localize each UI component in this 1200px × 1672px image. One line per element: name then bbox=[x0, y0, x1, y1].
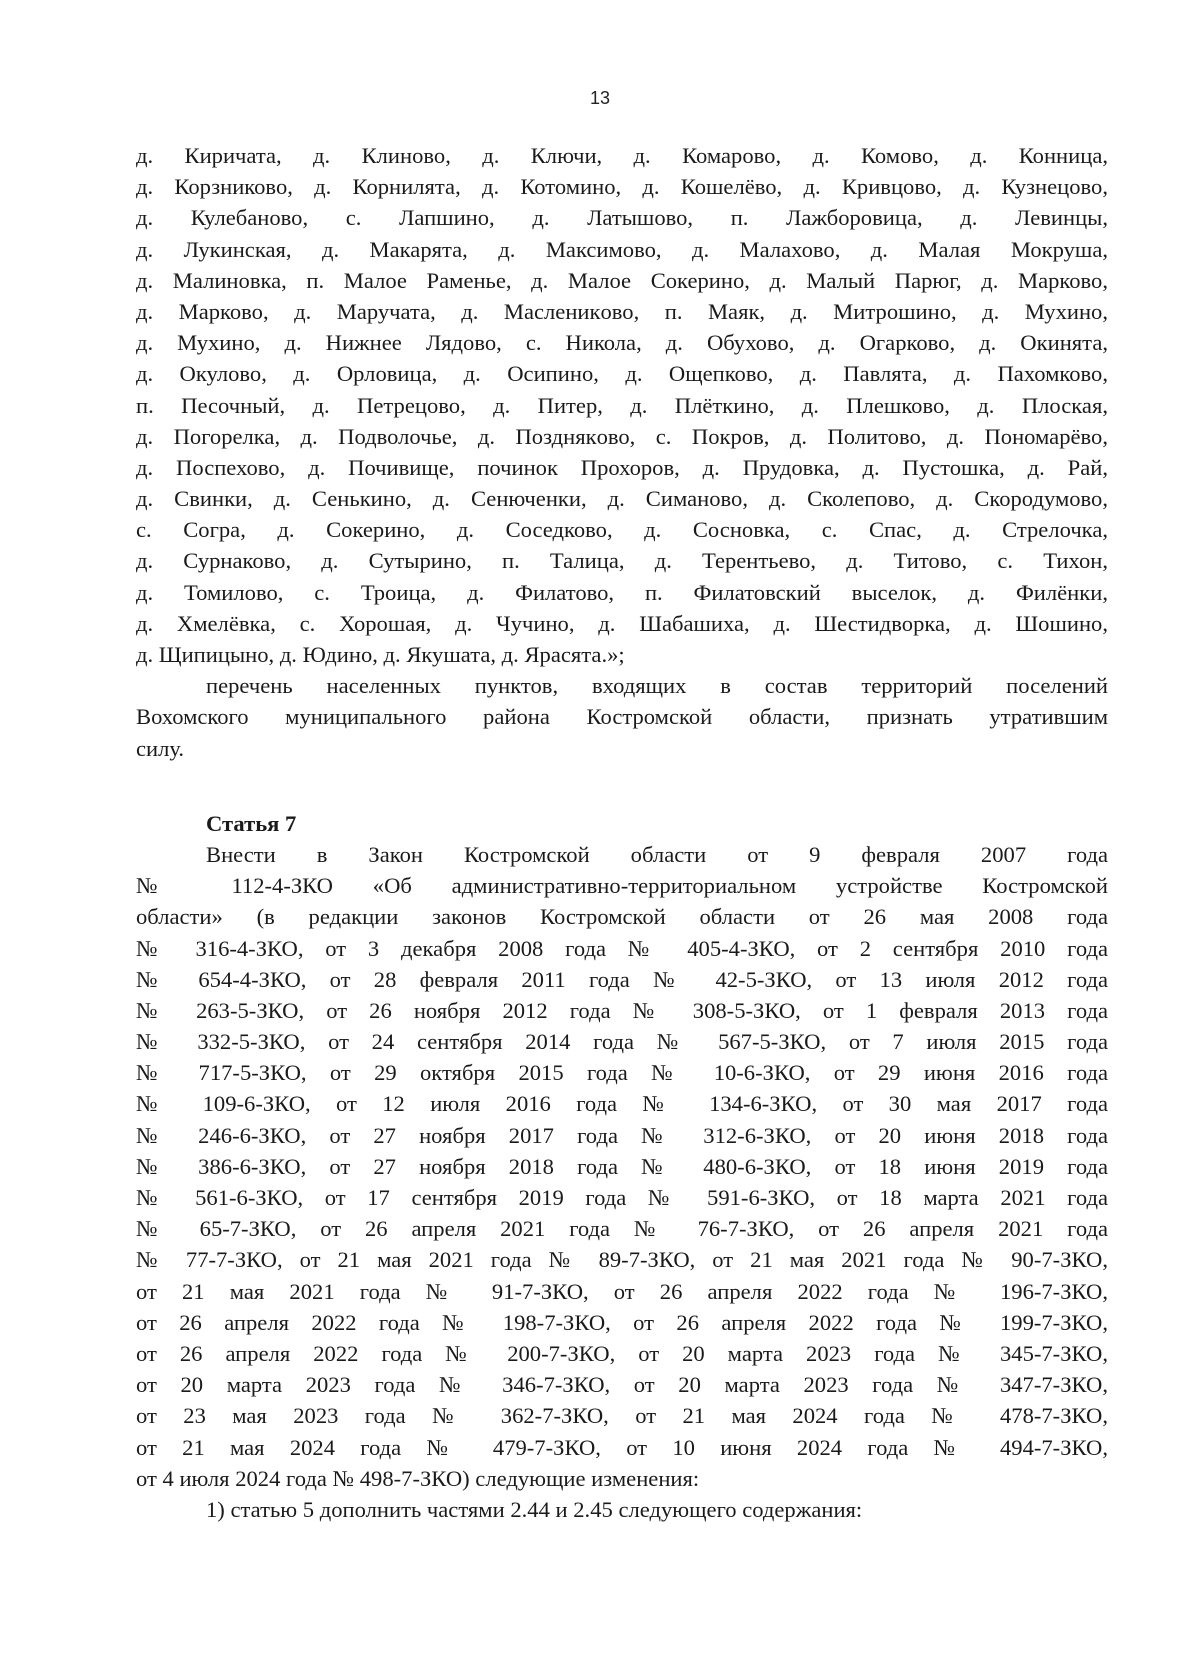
text-line: перечень населенных пунктов, входящих в состав территорий поселений bbox=[206, 673, 1108, 699]
list-item-text: 1) статью 5 дополнить частями 2.44 и 2.45 следующего содержания: bbox=[206, 1496, 863, 1522]
text-line: д. Лукинская, д. Макарята, д. Максимово, д. Малахово, д. Малая Мокруша, bbox=[136, 236, 1108, 262]
text-line: от 21 мая 2021 года № 91-7-ЗКО, от 26 апреля 2022 года № 196-7-ЗКО, bbox=[136, 1278, 1108, 1304]
text-line: д. Щипицыно, д. Юдино, д. Якушата, д. Ярасята.»; bbox=[136, 642, 625, 667]
text-line: № 561-6-ЗКО, от 17 сентября 2019 года № 591-6-ЗКО, от 18 марта 2021 года bbox=[136, 1185, 1108, 1210]
text-line: области» (в редакции законов Костромской области от 26 мая 2008 года bbox=[136, 904, 1108, 930]
text-line: № 263-5-ЗКО, от 26 ноября 2012 года № 308-5-ЗКО, от 1 февраля 2013 года bbox=[136, 997, 1108, 1023]
text-line: Внести в Закон Костромской области от 9 февраля 2007 года bbox=[206, 841, 1108, 867]
text-line: д. Окулово, д. Орловица, д. Осипино, д. Ощепково, д. Павлята, д. Пахомково, bbox=[136, 361, 1108, 387]
text-line: № 332-5-ЗКО, от 24 сентября 2014 года № 567-5-ЗКО, от 7 июля 2015 года bbox=[136, 1029, 1108, 1055]
text-line: д. Свинки, д. Сенькино, д. Сенюченки, д. Симаново, д. Сколепово, д. Скородумово, bbox=[136, 486, 1108, 512]
article-7 bbox=[136, 808, 1108, 1525]
page-number: 13 bbox=[589, 88, 611, 108]
text-line: № 112-4-ЗКО «Об административно-территориальном устройстве Костромской bbox=[136, 873, 1108, 899]
text-line: Вохомского муниципального района Костромской области, признать утратившим bbox=[136, 704, 1108, 730]
text-line: от 26 апреля 2022 года № 198-7-ЗКО, от 26 апреля 2022 года № 199-7-ЗКО, bbox=[136, 1309, 1108, 1335]
text-line: д. Корзниково, д. Корнилята, д. Котомино, д. Кошелёво, д. Кривцово, д. Кузнецово, bbox=[136, 174, 1108, 200]
text-line: д. Сурнаково, д. Сутырино, п. Талица, д. Терентьево, д. Титово, с. Тихон, bbox=[136, 548, 1108, 574]
text-line: № 316-4-ЗКО, от 3 декабря 2008 года № 405-4-ЗКО, от 2 сентября 2010 года bbox=[136, 935, 1108, 961]
text-line: д. Киричата, д. Клиново, д. Ключи, д. Комарово, д. Комово, д. Конница, bbox=[136, 143, 1108, 168]
text-line: д. Поспехово, д. Почивище, починок Прохоров, д. Прудовка, д. Пустошка, д. Рай, bbox=[136, 454, 1108, 480]
text-line: д. Погорелка, д. Подволочье, д. Позднякoво, с. Покров, д. Политово, д. Пономарёво, bbox=[136, 423, 1108, 449]
text-line: № 654-4-ЗКО, от 28 февраля 2011 года № 42-5-ЗКО, от 13 июля 2012 года bbox=[136, 966, 1108, 992]
text-line: от 21 мая 2024 года № 479-7-ЗКО, от 10 июня 2024 года № 494-7-ЗКО, bbox=[136, 1434, 1108, 1460]
repeal-paragraph bbox=[136, 670, 1108, 764]
text-line: с. Согра, д. Сокерино, д. Соседково, д. Сосновка, с. Спас, д. Стрелочка, bbox=[136, 517, 1108, 543]
text-line: от 23 мая 2023 года № 362-7-ЗКО, от 21 мая 2024 года № 478-7-ЗКО, bbox=[136, 1403, 1108, 1429]
document-body bbox=[136, 140, 1108, 1525]
text-line: д. Марково, д. Маручата, д. Масленикoво, п. Маяк, д. Митрошино, д. Мухино, bbox=[136, 298, 1108, 324]
text-line: № 246-6-ЗКО, от 27 ноября 2017 года № 312-6-ЗКО, от 20 июня 2018 года bbox=[136, 1122, 1108, 1148]
text-line: д. Малиновка, п. Малое Раменье, д. Малое Сокерино, д. Малый Парюг, д. Марково, bbox=[136, 267, 1108, 293]
article-heading: Статья 7 bbox=[206, 810, 297, 836]
text-line: д. Томилово, с. Троица, д. Филатово, п. Филатовский выселок, д. Филёнки, bbox=[136, 579, 1108, 605]
text-line: силу. bbox=[136, 735, 185, 761]
text-line: № 65-7-ЗКО, от 26 апреля 2021 года № 76-7-ЗКО, от 26 апреля 2021 года bbox=[136, 1216, 1108, 1242]
text-line: № 77-7-ЗКО, от 21 мая 2021 года № 89-7-ЗКО, от 21 мая 2021 года № 90-7-ЗКО, bbox=[136, 1247, 1108, 1273]
text-line: от 4 июля 2024 года № 498-7-ЗКО) следующие изменения: bbox=[136, 1465, 700, 1491]
text-line: № 386-6-ЗКО, от 27 ноября 2018 года № 480-6-ЗКО, от 18 июня 2019 года bbox=[136, 1153, 1108, 1179]
text-line: д. Хмелёвка, с. Хорошая, д. Чучино, д. Шабашиха, д. Шестидворка, д. Шошино, bbox=[136, 610, 1108, 636]
text-line: п. Песочный, д. Петрецово, д. Питер, д. Плёткино, д. Плешково, д. Плоская, bbox=[136, 392, 1108, 418]
section-gap bbox=[136, 764, 1108, 808]
text-line: д. Мухино, д. Нижнее Лядово, с. Никола, д. Обухово, д. Огарково, д. Окинята, bbox=[136, 330, 1108, 356]
text-line: № 109-6-ЗКО, от 12 июля 2016 года № 134-6-ЗКО, от 30 мая 2017 года bbox=[136, 1091, 1108, 1117]
text-line: № 717-5-ЗКО, от 29 октября 2015 года № 10-6-ЗКО, от 29 июня 2016 года bbox=[136, 1060, 1108, 1086]
text-line: от 26 апреля 2022 года № 200-7-ЗКО, от 20 марта 2023 года № 345-7-ЗКО, bbox=[136, 1340, 1108, 1366]
text-line: д. Кулебаново, с. Лапшино, д. Латышово, п. Лажборовица, д. Левинцы, bbox=[136, 205, 1108, 231]
settlements-list bbox=[136, 140, 1108, 670]
text-line: от 20 марта 2023 года № 346-7-ЗКО, от 20 марта 2023 года № 347-7-ЗКО, bbox=[136, 1372, 1108, 1398]
